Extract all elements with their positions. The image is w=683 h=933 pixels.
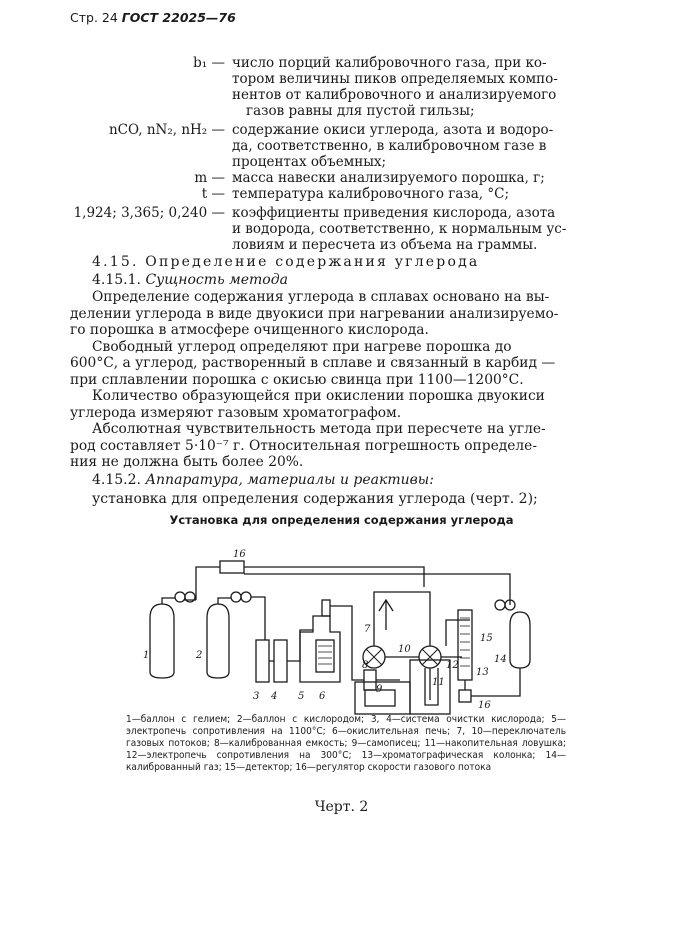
label-1: 1 [143, 650, 150, 661]
label-16-top: 16 [233, 549, 246, 560]
def-symbol-m: m — [194, 170, 225, 186]
equipment-item: установка для определения содержания углерода (черт. 2); [92, 491, 538, 507]
legend-item: 14—калиброванный газ; [126, 750, 566, 773]
gas-line [374, 592, 430, 646]
legend-item: 8—калиброванная емкость; [213, 738, 348, 749]
def-symbol-coefficients: 1,924; 3,365; 0,240 — [73, 205, 225, 221]
label-7: 7 [364, 624, 371, 635]
subsection-title: Сущность метода [145, 272, 288, 288]
legend-item: 16—регулятор скорости газового потока [295, 762, 492, 773]
legend-item: 13—хроматографическая колонка; [361, 750, 536, 761]
section-number: 4.15. [92, 254, 139, 270]
gauge-icon [495, 600, 505, 610]
para-line: го порошка в атмосфере очищенного кислорода. [70, 322, 429, 338]
flow-regulator-top [220, 561, 244, 573]
label-3: 3 [253, 691, 260, 702]
def-line: коэффициенты приведения кислорода, азота [232, 205, 556, 221]
def-line: тором величины пиков определяемых компо- [232, 71, 558, 87]
label-8: 8 [362, 660, 369, 671]
def-line: число порций калибровочного газа, при ко- [232, 55, 547, 71]
legend-item: 5—электропечь сопротивления на 1100°С; [126, 714, 566, 737]
legend-item: 12—электропечь сопротивления на 300°С; [126, 750, 352, 761]
para-line: углерода измеряют газовым хроматографом. [70, 404, 402, 421]
para-line: 600°С, а углерод, растворенный в сплаве и связанный в карбид — [70, 355, 556, 371]
label-12: 12 [446, 660, 459, 671]
def-symbol-t: t — [201, 186, 225, 202]
subsection-number: 4.15.1. [92, 272, 141, 288]
oxidizing-furnace [322, 600, 330, 616]
def-line: ловиям и пересчета из объема на граммы. [232, 237, 538, 253]
gauge-icon [241, 592, 251, 602]
label-14: 14 [494, 654, 507, 665]
label-16: 16 [478, 700, 491, 711]
valve [162, 598, 175, 604]
legend-item: 7, 10—переключатель газовых потоков; [126, 726, 566, 749]
label-15: 15 [480, 633, 493, 644]
def-line: да, соответственно, в калибровочном газе в [232, 138, 547, 154]
purification-4 [274, 640, 287, 682]
subsection-title: Аппаратура, материалы и реактивы: [145, 472, 434, 488]
gas-line-right [244, 574, 510, 605]
furnace-tube [316, 640, 334, 672]
label-11: 11 [432, 677, 445, 688]
legend-item: 11—накопительная ловушка; [424, 738, 566, 749]
def-line: масса навески анализируемого порошка, г; [232, 170, 545, 186]
def-line: газов равны для пустой гильзы; [246, 103, 475, 119]
legend-item: 3, 4—система очистки кислорода; [370, 714, 545, 725]
subsection-number: 4.15.2. [92, 472, 141, 488]
legend-item: 15—детектор; [224, 762, 293, 773]
para-line: Абсолютная чувствительность метода при пересчете на угле- [92, 421, 546, 437]
def-symbol-n: nCO, nN₂, nH₂ — [108, 122, 225, 138]
chart-recorder [355, 682, 410, 714]
def-line: процентах объемных; [232, 154, 387, 170]
para-line: Определение содержания углерода в сплавах основано на вы- [92, 289, 550, 305]
def-line: температура калибровочного газа, °С; [232, 186, 510, 202]
label-2: 2 [196, 650, 203, 661]
label-5: 5 [298, 691, 305, 702]
gas-line [269, 630, 313, 661]
oxygen-line [218, 597, 265, 640]
legend-item: 2—баллон с кислородом; [236, 714, 365, 725]
def-symbol-b1: b₁ — [193, 55, 225, 71]
gas-line-top [196, 567, 424, 592]
label-10: 10 [398, 644, 411, 655]
para-line: при сплавлении порошка с окисью свинца при 1100—1200°С. [70, 371, 524, 388]
figure-title: Установка для определения содержания углерода [169, 513, 514, 527]
para-line: делении углерода в виде двуокиси при нагревании анализируемо- [70, 305, 559, 322]
oxygen-cylinder [207, 604, 229, 678]
label-6: 6 [319, 691, 326, 702]
label-13: 13 [476, 667, 489, 678]
gauge-icon [231, 592, 241, 602]
figure-legend [126, 714, 566, 774]
detector [459, 690, 471, 702]
figure-caption: Черт. 2 [314, 799, 369, 815]
section-title: Определение содержания углерода [145, 254, 480, 270]
para-line: род составляет 5·10⁻⁷ г. Относительная погрешность определе- [70, 437, 537, 454]
def-line: содержание окиси углерода, азота и водоро- [232, 122, 554, 138]
purification-3 [256, 640, 269, 682]
legend-item: 1—баллон с гелием; [126, 714, 231, 725]
para-line: ния не должна быть более 20%. [70, 454, 304, 470]
label-9: 9 [376, 684, 383, 695]
para-line: Свободный углерод определяют при нагреве порошка до [92, 338, 512, 355]
label-4: 4 [271, 691, 278, 702]
gauge-icon [175, 592, 185, 602]
calibrated-vessel [364, 670, 376, 690]
legend-item: 9—самописец; [351, 738, 421, 749]
helium-cylinder [150, 604, 174, 678]
def-line: и водорода, соответственно, к нормальным ус- [232, 221, 567, 237]
standard-number: ГОСТ 22025—76 [121, 10, 236, 25]
calibration-gas-cylinder [510, 612, 530, 668]
def-line: нентов от калибровочного и анализируемого [232, 87, 557, 103]
para-line: Количество образующейся при окислении порошка двуокиси [92, 388, 545, 404]
legend-item: 6—окислительная печь; [332, 726, 451, 737]
page-number: Стр. 24 [70, 10, 118, 25]
